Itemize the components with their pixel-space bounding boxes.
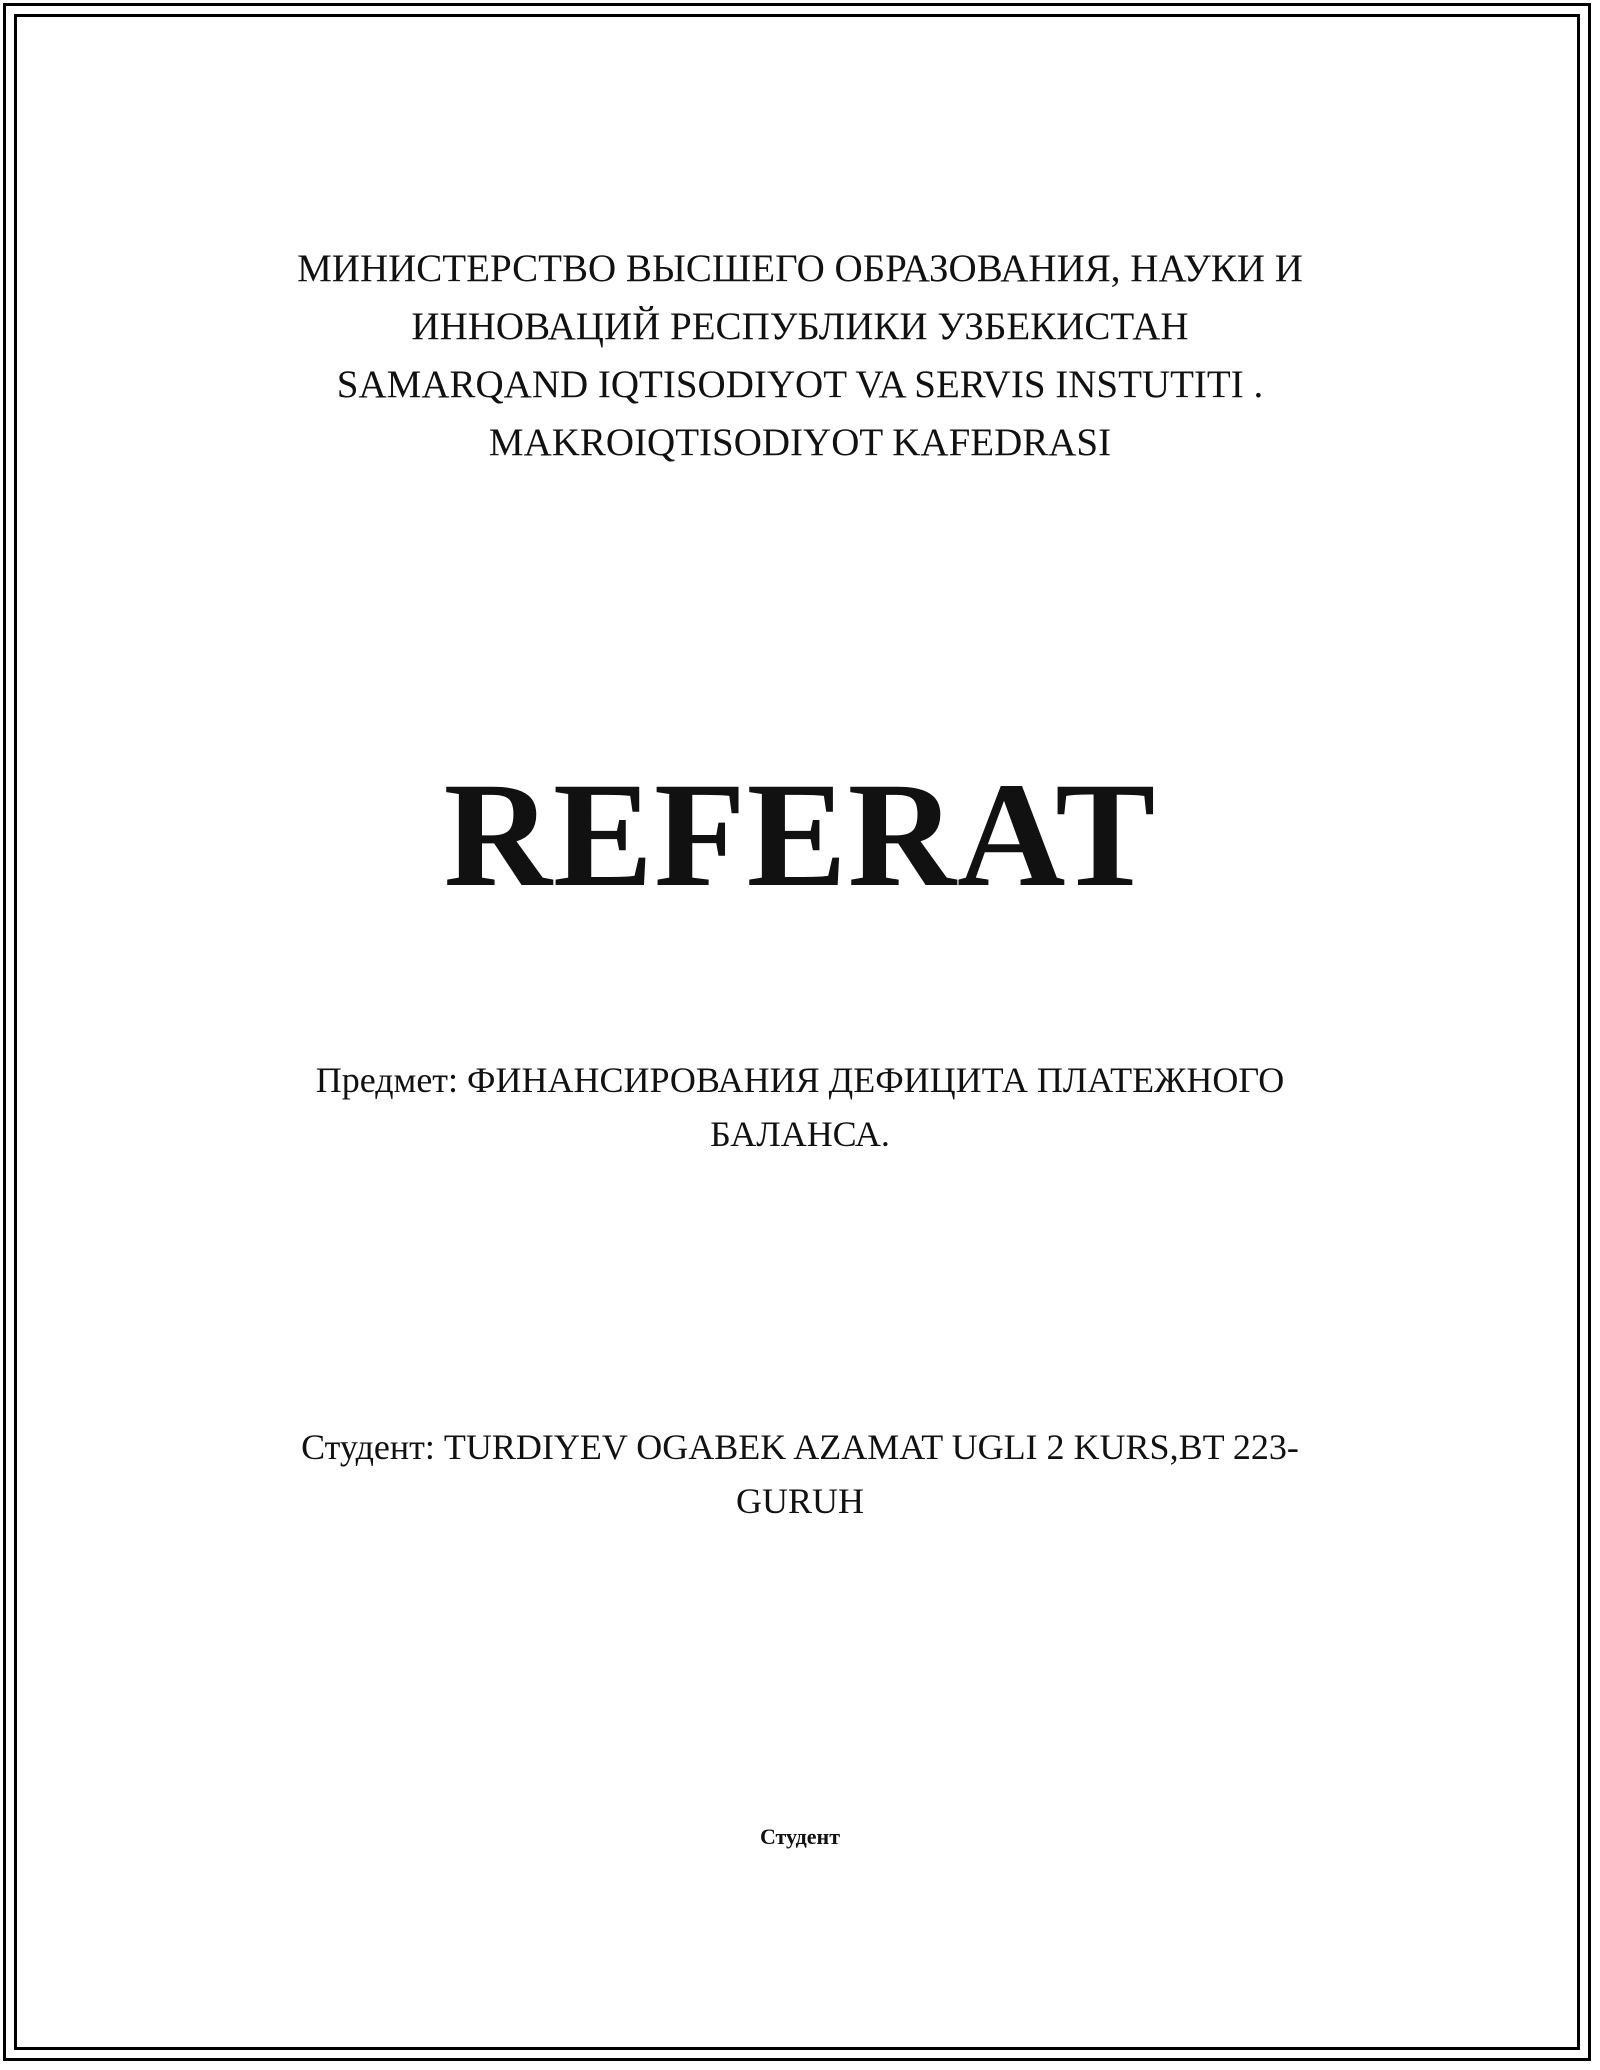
header-line-ministry: МИНИСТЕРСТВО ВЫСШЕГО ОБРАЗОВАНИЯ, НАУКИ И	[297, 247, 1303, 290]
header-line-institute: SAMARQAND IQTISODIYOT VA SERVIS INSTUTITI .	[336, 363, 1264, 406]
student-block	[0, 1420, 1600, 1528]
subject-block	[0, 1053, 1600, 1161]
student-line-2: GURUH	[735, 1481, 864, 1521]
document-title: REFERAT	[443, 752, 1157, 918]
footer-student-label: Студент	[759, 1824, 841, 1849]
subject-line-1: Предмет: ФИНАНСИРОВАНИЯ ДЕФИЦИТА ПЛАТЕЖНОГО	[315, 1060, 1285, 1100]
student-line-1: Студент: TURDIYEV OGABEK AZAMAT UGLI 2 KURS,BT 223-	[301, 1427, 1299, 1467]
header-line-republic: ИННОВАЦИЙ РЕСПУБЛИКИ УЗБЕКИСТАН	[411, 305, 1189, 348]
header-line-department: MAKROIQTISODIYOT KAFEDRASI	[488, 421, 1112, 464]
subject-line-2: БАЛАНСА.	[710, 1114, 890, 1154]
institution-header	[0, 240, 1600, 472]
